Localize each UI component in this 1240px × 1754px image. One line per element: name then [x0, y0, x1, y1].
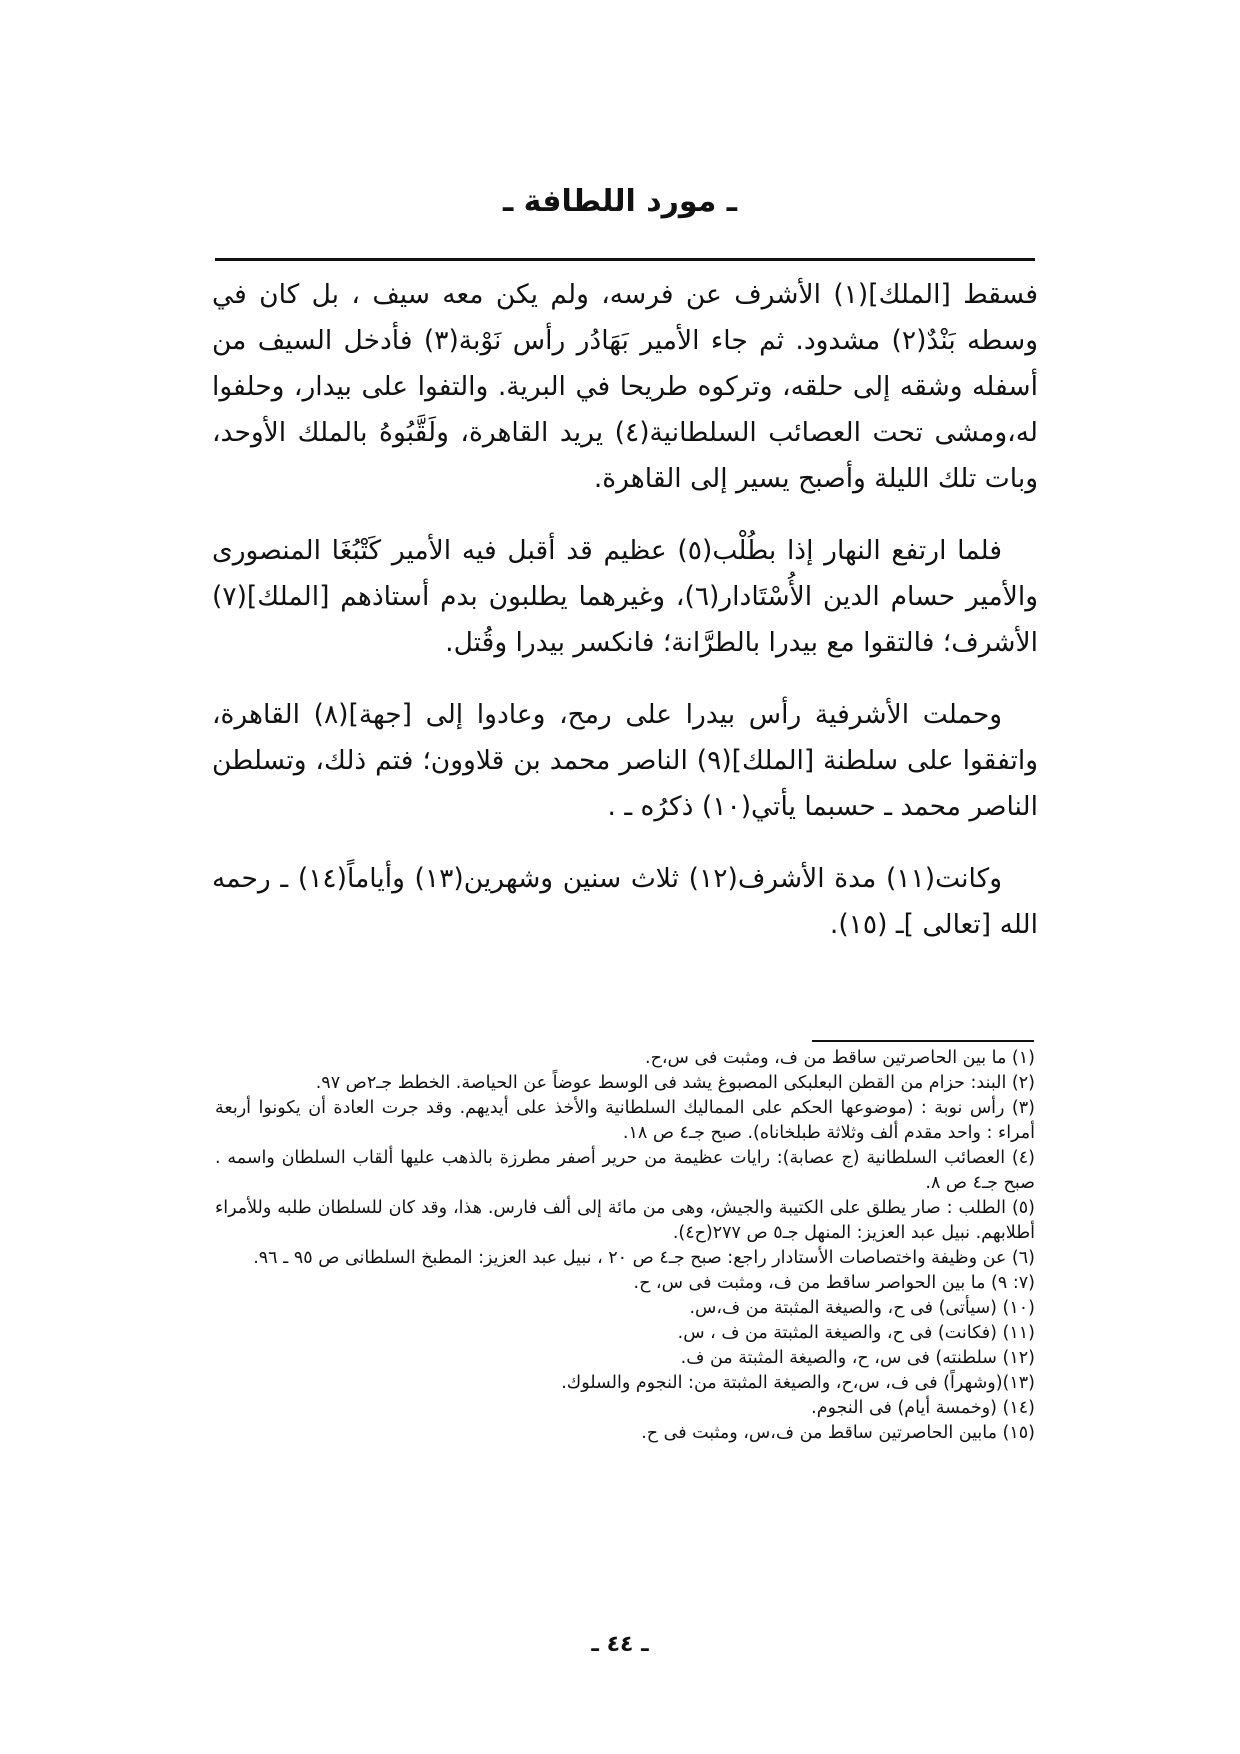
paragraph: فلما ارتفع النهار إذا بطُلْب(٥) عظيم قد أقبل فيه الأمير كَتْبُغَا المنصورى والأمير حسام الدين الأُسْتَادار(٦)، وغيرهما يطلبون بدم أستاذهم [الملك](٧) الأشرف؛ فالتقوا مع بيدرا بالطرَّانة؛ فانكسر بيدرا وقُتل.: [212, 535, 1038, 658]
footnote: (١) ما بين الحاصرتين ساقط من ف، ومثبت فى س،ح.: [645, 1048, 1035, 1068]
main-text: [212, 272, 1038, 974]
footnote: (١٤) (وخمسة أيام) فى النجوم.: [811, 1398, 1035, 1418]
paragraph: وكانت(١١) مدة الأشرف(١٢) ثلاث سنين وشهرين(١٣) وأياماً(١٤) ـ رحمه الله [تعالى ]ـ (١٥).: [212, 863, 1038, 940]
page-number: ـ ٤٤ ـ: [591, 1632, 649, 1657]
footnote: (٦) عن وظيفة واختصاصات الأستادار راجع: صبح جـ٤ ص ٢٠ ، نبيل عبد العزيز: المطبخ السلطانى ص ٩٥ ـ ٩٦.: [253, 1248, 1035, 1268]
footnotes: [215, 1046, 1035, 1446]
header-rule: [215, 258, 1035, 261]
footnote-rule: [812, 1040, 1034, 1042]
paragraph: وحملت الأشرفية رأس بيدرا على رمح، وعادوا إلى [جهة](٨) القاهرة، واتفقوا على سلطنة [الملك](٩) الناصر محمد بن قلاوون؛ فتم ذلك، وتسلطن الناصر محمد ـ حسبما يأتي(١٠) ذكرُه ـ .: [212, 699, 1039, 822]
footnote: (١٣)(وشهراً) فى ف، س،ح، والصيغة المثبتة من: النجوم والسلوك.: [561, 1373, 1035, 1393]
footnote: (١٢) سلطنته) فى س، ح، والصيغة المثبتة من ف.: [680, 1348, 1035, 1368]
footnote: (٥) الطلب : صار يطلق على الكتيبة والجيش، وهى من مائة إلى ألف فارس. هذا، وقد كان للسلطان طلبه وللأمراء أطلابهم. نبيل عبد العزيز: المنهل جـ٥ ص ٢٧٧(ح٤).: [215, 1198, 1035, 1243]
footnote: (٢) البند: حزام من القطن البعلبكى المصبوغ يشد فى الوسط عوضاً عن الحياصة. الخطط جـ٢ص ٩٧.: [315, 1073, 1035, 1093]
running-head: ـ مورد اللطافة ـ: [502, 184, 737, 219]
footnote: (١٠) (سيأتى) فى ح، والصيغة المثبتة من ف،س.: [689, 1298, 1035, 1318]
footnote: (٧: ٩) ما بين الحواصر ساقط من ف، ومثبت فى س، ح.: [633, 1273, 1035, 1293]
paragraph: فسقط [الملك](١) الأشرف عن فرسه، ولم يكن معه سيف ، بل كان في وسطه بَنْدٌ(٢) مشدود. ثم جاء الأمير بَهَادُر رأس نَوْبة(٣) فأدخل السيف من أسفله وشقه إلى حلقه، وتركوه طريحا في البرية. والتفوا على بيدار، وحلفوا له،ومشى تحت العصائب السلطانية(٤) يريد القاهرة، ولَقَّبُوهُ بالملك الأوحد، وبات تلك الليلة وأصبح يسير إلى القاهرة.: [212, 279, 1039, 494]
footnote: (١٥) مابين الحاصرتين ساقط من ف،س، ومثبت فى ح.: [641, 1423, 1035, 1443]
footnote: (٣) رأس نوبة : (موضوعها الحكم على المماليك السلطانية والأخذ على أيديهم. وقد جرت العادة أن يكونوا أربعة أمراء : واحد مقدم ألف وثلاثة طبلخاناه). صبح جـ٤ ص ١٨.: [215, 1098, 1035, 1143]
footnote: (٤) العصائب السلطانية (ج عصابة): رايات عظيمة من حرير أصفر مطرزة بالذهب عليها ألقاب السلطان واسمه . صبح جـ٤ ص ٨.: [215, 1148, 1035, 1193]
footnote: (١١) (فكانت) فى ح، والصيغة المثبتة من ف ، س.: [677, 1323, 1035, 1343]
